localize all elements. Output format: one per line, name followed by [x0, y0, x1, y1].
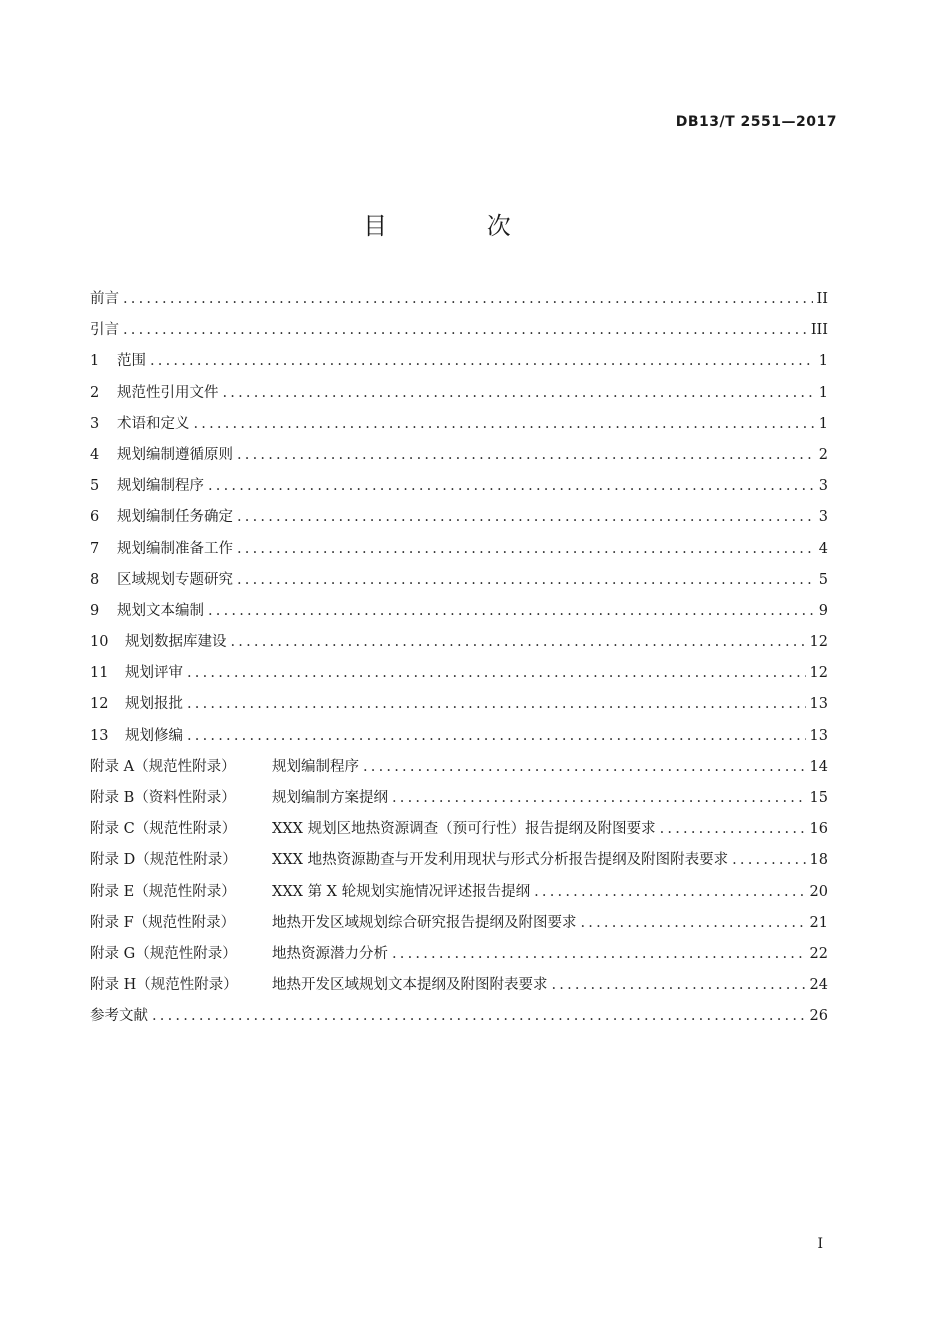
toc-entry-label: 规划评审	[125, 665, 183, 682]
toc-entry-page: 1	[818, 353, 828, 370]
toc-dot-leader	[392, 939, 806, 970]
toc-entry[interactable]	[90, 627, 828, 658]
toc-appendix-prefix: 附录 C（规范性附录）	[90, 821, 237, 838]
toc-dot-leader	[123, 315, 807, 346]
toc-entry-label: 规划数据库建设	[125, 634, 227, 651]
toc-entry-page: 4	[818, 540, 828, 557]
page-number: I	[817, 1236, 823, 1252]
toc-entry-label: 规划报批	[125, 696, 183, 713]
toc-entry-page: II	[816, 291, 828, 307]
table-of-contents	[90, 284, 828, 1033]
toc-entry-number: 1	[90, 353, 100, 370]
toc-entry-label: 前言	[90, 291, 119, 307]
toc-entry-number: 12	[90, 696, 109, 713]
toc-entry-label: 术语和定义	[117, 415, 190, 432]
toc-entry[interactable]	[90, 689, 828, 720]
toc-entry[interactable]	[90, 970, 828, 1001]
toc-entry-label: 区域规划专题研究	[117, 571, 233, 588]
toc-entry-number: 4	[90, 446, 100, 463]
toc-entry-label: 参考文献	[90, 1008, 148, 1025]
toc-entry-label: 地热资源潜力分析	[272, 945, 388, 962]
toc-dot-leader	[208, 471, 815, 502]
toc-entry[interactable]	[90, 939, 828, 970]
toc-entry-page: 13	[809, 727, 828, 744]
toc-dot-leader	[237, 534, 815, 565]
toc-entry-page: 1	[818, 415, 828, 432]
toc-dot-leader	[123, 284, 813, 315]
toc-dot-leader	[660, 814, 806, 845]
toc-dot-leader	[237, 502, 815, 533]
toc-entry[interactable]	[90, 346, 828, 377]
toc-entry-label: 规划编制方案提纲	[272, 790, 388, 806]
page-title: 目 次	[363, 212, 557, 240]
toc-entry[interactable]	[90, 721, 828, 752]
toc-entry-number: 13	[90, 727, 109, 744]
toc-entry-label: 规划修编	[125, 727, 183, 744]
toc-entry[interactable]	[90, 845, 828, 876]
toc-entry-page: 20	[809, 883, 828, 900]
toc-dot-leader	[732, 845, 805, 876]
toc-entry-page: 21	[809, 914, 828, 931]
toc-entry-number: 5	[90, 478, 100, 495]
toc-dot-leader	[581, 908, 806, 939]
toc-dot-leader	[187, 658, 806, 689]
toc-entry-number: 11	[90, 665, 109, 682]
toc-entry-page: 9	[818, 602, 828, 619]
toc-dot-leader	[194, 409, 815, 440]
toc-entry-page: 1	[818, 384, 828, 401]
toc-dot-leader	[237, 440, 815, 471]
toc-entry[interactable]	[90, 440, 828, 471]
toc-entry-label: XXX 地热资源勘查与开发利用现状与形式分析报告提纲及附图附表要求	[272, 852, 729, 869]
toc-entry[interactable]	[90, 596, 828, 627]
toc-entry[interactable]	[90, 783, 828, 814]
toc-entry-page: III	[810, 322, 828, 339]
toc-entry[interactable]	[90, 378, 828, 409]
toc-entry-page: 18	[809, 852, 828, 869]
toc-appendix-prefix: 附录 B（资料性附录）	[90, 790, 236, 806]
toc-entry-page: 22	[809, 945, 828, 962]
toc-dot-leader	[552, 970, 806, 1001]
toc-entry-number: 3	[90, 415, 100, 432]
toc-entry[interactable]	[90, 315, 828, 346]
toc-entry[interactable]	[90, 502, 828, 533]
toc-dot-leader	[208, 596, 815, 627]
toc-entry[interactable]	[90, 1001, 828, 1032]
toc-entry-page: 12	[809, 634, 828, 651]
toc-entry-label: 规划文本编制	[117, 602, 204, 619]
toc-entry[interactable]	[90, 409, 828, 440]
toc-entry-number: 6	[90, 509, 100, 526]
toc-dot-leader	[187, 689, 806, 720]
toc-entry[interactable]	[90, 908, 828, 939]
toc-dot-leader	[152, 1001, 806, 1032]
toc-entry-number: 9	[90, 602, 100, 619]
toc-entry-page: 12	[809, 665, 828, 682]
toc-appendix-prefix: 附录 A（规范性附录）	[90, 758, 236, 775]
toc-entry-label: 规划编制遵循原则	[117, 446, 233, 463]
toc-dot-leader	[534, 877, 805, 908]
toc-entry-page: 15	[809, 790, 828, 806]
toc-entry-page: 3	[818, 478, 828, 495]
toc-appendix-prefix: 附录 G（规范性附录）	[90, 945, 237, 962]
toc-entry-page: 14	[809, 758, 828, 775]
toc-entry-number: 10	[90, 634, 109, 651]
toc-entry-label: 地热开发区域规划文本提纲及附图附表要求	[272, 977, 548, 994]
toc-entry-label: 地热开发区域规划综合研究报告提纲及附图要求	[272, 914, 577, 931]
toc-entry[interactable]	[90, 814, 828, 845]
toc-entry[interactable]	[90, 877, 828, 908]
toc-entry-page: 3	[818, 509, 828, 526]
toc-entry-label: 规范性引用文件	[117, 384, 219, 401]
toc-entry-number: 8	[90, 571, 100, 588]
toc-entry-label: 引言	[90, 322, 119, 339]
toc-appendix-prefix: 附录 D（规范性附录）	[90, 852, 237, 869]
toc-entry[interactable]	[90, 284, 828, 315]
toc-entry-page: 24	[809, 977, 828, 994]
toc-entry[interactable]	[90, 752, 828, 783]
toc-dot-leader	[363, 752, 806, 783]
toc-appendix-prefix: 附录 H（规范性附录）	[90, 977, 238, 994]
toc-entry-page: 26	[809, 1008, 828, 1025]
toc-appendix-prefix: 附录 F（规范性附录）	[90, 914, 236, 931]
toc-entry[interactable]	[90, 658, 828, 689]
toc-entry-number: 2	[90, 384, 100, 401]
toc-entry-label: 范围	[117, 353, 146, 370]
toc-entry-page: 2	[818, 446, 828, 463]
toc-entry-label: XXX 规划区地热资源调查（预可行性）报告提纲及附图要求	[272, 821, 656, 838]
toc-entry-label: 规划编制准备工作	[117, 540, 233, 557]
toc-entry-label: XXX 第 X 轮规划实施情况评述报告提纲	[272, 883, 531, 900]
document-code: DB13/T 2551—2017	[675, 114, 837, 130]
toc-entry-page: 16	[809, 821, 828, 838]
toc-dot-leader	[231, 627, 806, 658]
toc-dot-leader	[223, 378, 815, 409]
toc-entry[interactable]	[90, 534, 828, 565]
toc-entry-label: 规划编制程序	[272, 758, 359, 775]
toc-entry-page: 5	[818, 571, 828, 588]
toc-appendix-prefix: 附录 E（规范性附录）	[90, 883, 236, 900]
toc-entry-page: 13	[809, 696, 828, 713]
toc-dot-leader	[150, 346, 815, 377]
toc-entry-number: 7	[90, 540, 100, 557]
toc-dot-leader	[237, 565, 815, 596]
toc-entry[interactable]	[90, 565, 828, 596]
toc-dot-leader	[187, 721, 806, 752]
toc-entry-label: 规划编制任务确定	[117, 509, 233, 526]
toc-entry[interactable]	[90, 471, 828, 502]
toc-entry-label: 规划编制程序	[117, 478, 204, 495]
toc-dot-leader	[392, 783, 806, 814]
